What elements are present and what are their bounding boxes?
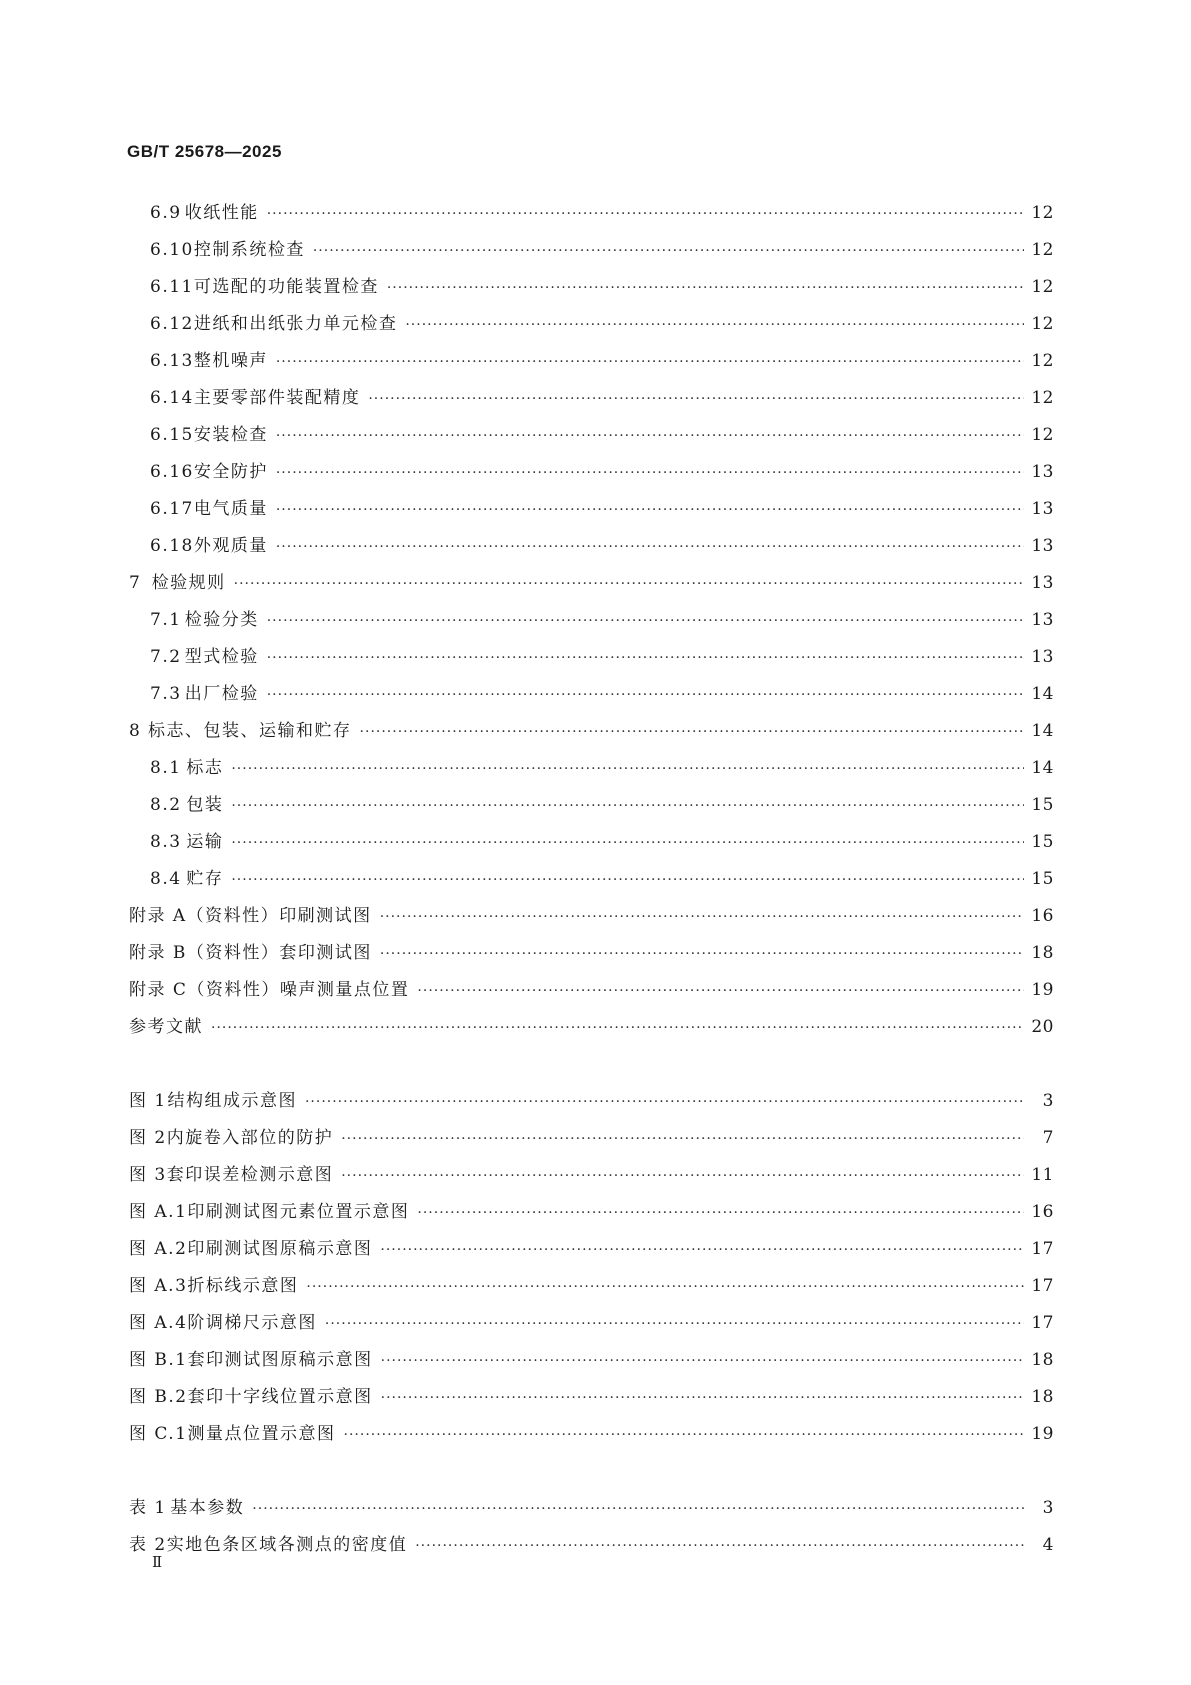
entry-number: 6.11 <box>150 277 194 297</box>
entry-title: 主要零部件装配精度 <box>193 388 361 408</box>
dot-leader <box>252 1501 1024 1517</box>
dot-leader <box>267 687 1024 703</box>
dot-leader <box>325 1316 1024 1332</box>
entry-number: 6.13 <box>150 351 194 371</box>
dot-leader <box>276 428 1024 444</box>
figure-title: 阶调梯尺示意图 <box>187 1313 317 1333</box>
document-code: GB/T 25678—2025 <box>127 142 282 161</box>
entry-title: 检验分类 <box>184 610 259 630</box>
figure-number: 图 C.1 <box>129 1424 188 1444</box>
entry-page: 16 <box>1031 906 1054 926</box>
table-title: 基本参数 <box>170 1498 245 1518</box>
toc-entry[interactable] <box>150 272 1054 298</box>
table-number: 表 1 <box>129 1498 167 1518</box>
entry-page: 15 <box>1031 832 1054 852</box>
page-number: Ⅱ <box>152 1553 163 1571</box>
entry-title: 标志、包装、运输和贮存 <box>148 721 352 741</box>
figure-page: 7 <box>1042 1128 1054 1148</box>
entry-page: 12 <box>1031 203 1054 223</box>
dot-leader <box>381 1353 1024 1369</box>
entry-title: 整机噪声 <box>193 351 268 371</box>
entry-title: 出厂检验 <box>184 684 259 704</box>
dot-leader <box>276 502 1024 518</box>
dot-leader <box>306 1279 1024 1295</box>
figure-entry[interactable] <box>129 1123 1054 1149</box>
figure-title: 测量点位置示意图 <box>187 1424 336 1444</box>
dot-leader <box>231 798 1024 814</box>
figure-number: 图 A.2 <box>129 1239 188 1259</box>
dot-leader <box>267 206 1024 222</box>
dot-leader <box>341 1131 1024 1147</box>
dot-leader <box>405 317 1024 333</box>
figure-entry[interactable] <box>129 1086 1054 1112</box>
dot-leader <box>341 1168 1024 1184</box>
entry-title: 型式检验 <box>184 647 259 667</box>
entry-page: 15 <box>1031 869 1054 889</box>
toc-entry[interactable] <box>150 790 1054 816</box>
entry-number: 8.2 <box>150 795 182 815</box>
dot-leader <box>415 1538 1024 1554</box>
dot-leader <box>344 1427 1024 1443</box>
figure-entry[interactable] <box>129 1345 1054 1371</box>
entry-page: 15 <box>1031 795 1054 815</box>
entry-title: 运输 <box>186 832 224 852</box>
entry-number: 附录 A（资料性） <box>129 906 280 926</box>
figure-page: 17 <box>1031 1239 1054 1259</box>
figure-title: 套印测试图原稿示意图 <box>187 1350 373 1370</box>
figure-title: 套印十字线位置示意图 <box>187 1387 373 1407</box>
entry-page: 13 <box>1031 610 1054 630</box>
dot-leader <box>417 1205 1024 1221</box>
figure-number: 图 B.2 <box>129 1387 188 1407</box>
toc-entry-appendix[interactable] <box>129 975 1054 1001</box>
entry-page: 12 <box>1031 351 1054 371</box>
entry-page: 12 <box>1031 240 1054 260</box>
entry-page: 13 <box>1031 647 1054 667</box>
figure-number: 图 1 <box>129 1091 167 1111</box>
entry-number: 7 <box>129 573 142 593</box>
entry-number: 6.9 <box>150 203 182 223</box>
entry-number: 6.16 <box>150 462 194 482</box>
entry-page: 14 <box>1031 684 1054 704</box>
dot-leader <box>211 1020 1024 1036</box>
dot-leader <box>360 724 1024 740</box>
entry-number: 附录 C（资料性） <box>129 980 280 1000</box>
toc-entry[interactable] <box>150 346 1054 372</box>
dot-leader <box>231 872 1024 888</box>
entry-title: 外观质量 <box>193 536 268 556</box>
toc-entry[interactable] <box>150 198 1054 224</box>
toc-entry-appendix[interactable] <box>129 901 1054 927</box>
figure-title: 印刷测试图原稿示意图 <box>187 1239 373 1259</box>
entry-title: 安全防护 <box>193 462 268 482</box>
entry-title: 套印测试图 <box>279 943 372 963</box>
figure-number: 图 B.1 <box>129 1350 188 1370</box>
entry-page: 13 <box>1031 536 1054 556</box>
dot-leader <box>305 1094 1024 1110</box>
dot-leader <box>276 539 1024 555</box>
entry-page: 20 <box>1031 1017 1054 1037</box>
table-entry[interactable] <box>129 1493 1054 1519</box>
toc-entry[interactable] <box>150 827 1054 853</box>
toc-entry[interactable] <box>150 309 1054 335</box>
toc-entry[interactable] <box>150 494 1054 520</box>
entry-number: 8.4 <box>150 869 182 889</box>
toc-entry[interactable] <box>150 864 1054 890</box>
figure-number: 图 A.4 <box>129 1313 188 1333</box>
figure-number: 图 A.1 <box>129 1202 188 1222</box>
entry-title: 贮存 <box>186 869 224 889</box>
dot-leader <box>313 243 1024 259</box>
entry-page: 12 <box>1031 277 1054 297</box>
figure-page: 3 <box>1042 1091 1054 1111</box>
figure-entry[interactable] <box>129 1308 1054 1334</box>
entry-title: 包装 <box>186 795 224 815</box>
entry-number: 7.1 <box>150 610 182 630</box>
table-page: 3 <box>1042 1498 1054 1518</box>
figure-title: 套印误差检测示意图 <box>166 1165 334 1185</box>
entry-title: 可选配的功能装置检查 <box>193 277 379 297</box>
dot-leader <box>380 1242 1024 1258</box>
toc-entry[interactable] <box>150 420 1054 446</box>
dot-leader <box>276 354 1024 370</box>
entry-page: 13 <box>1031 573 1054 593</box>
toc-entry[interactable] <box>150 679 1054 705</box>
figure-page: 17 <box>1031 1313 1054 1333</box>
entry-page: 13 <box>1031 499 1054 519</box>
entry-page: 13 <box>1031 462 1054 482</box>
toc-entry[interactable] <box>150 642 1054 668</box>
entry-page: 14 <box>1031 758 1054 778</box>
table-entry[interactable] <box>129 1530 1054 1556</box>
figure-entry[interactable] <box>129 1234 1054 1260</box>
dot-leader <box>234 576 1024 592</box>
figure-number: 图 3 <box>129 1165 167 1185</box>
entry-title: 进纸和出纸张力单元检查 <box>193 314 398 334</box>
figure-page: 16 <box>1031 1202 1054 1222</box>
figure-title: 结构组成示意图 <box>167 1091 297 1111</box>
entry-title: 噪声测量点位置 <box>279 980 410 1000</box>
entry-number: 8.1 <box>150 758 182 778</box>
entry-number: 6.15 <box>150 425 194 445</box>
entry-page: 14 <box>1031 721 1054 741</box>
entry-number: 6.17 <box>150 499 194 519</box>
entry-title: 标志 <box>186 758 224 778</box>
entry-title: 参考文献 <box>129 1017 203 1037</box>
entry-number: 6.18 <box>150 536 194 556</box>
toc-entry[interactable] <box>150 531 1054 557</box>
table-number: 表 2 <box>129 1535 167 1555</box>
figure-entry[interactable] <box>129 1160 1054 1186</box>
figure-entry[interactable] <box>129 1419 1054 1445</box>
dot-leader <box>381 1390 1024 1406</box>
table-title: 实地色条区域各测点的密度值 <box>166 1535 408 1555</box>
figure-page: 18 <box>1031 1387 1054 1407</box>
figure-page: 11 <box>1031 1165 1054 1185</box>
figure-page: 18 <box>1031 1350 1054 1370</box>
dot-leader <box>368 391 1024 407</box>
dot-leader <box>276 465 1024 481</box>
entry-number: 6.12 <box>150 314 194 334</box>
entry-number: 8 <box>129 721 142 741</box>
dot-leader <box>267 613 1024 629</box>
entry-number: 8.3 <box>150 832 182 852</box>
dot-leader <box>380 909 1024 925</box>
entry-title: 控制系统检查 <box>193 240 305 260</box>
entry-page: 19 <box>1031 980 1054 1000</box>
figure-title: 印刷测试图元素位置示意图 <box>187 1202 410 1222</box>
figure-title: 折标线示意图 <box>187 1276 299 1296</box>
figure-entry[interactable] <box>129 1197 1054 1223</box>
toc-entry[interactable] <box>150 753 1054 779</box>
dot-leader <box>231 835 1024 851</box>
entry-page: 12 <box>1031 425 1054 445</box>
toc-entry[interactable] <box>150 605 1054 631</box>
toc-entry-appendix[interactable] <box>129 938 1054 964</box>
toc-entry-bibliography[interactable] <box>129 1012 1054 1038</box>
entry-page: 18 <box>1031 943 1054 963</box>
entry-number: 6.10 <box>150 240 194 260</box>
dot-leader <box>387 280 1024 296</box>
figure-page: 17 <box>1031 1276 1054 1296</box>
dot-leader <box>417 983 1024 999</box>
toc-entry[interactable] <box>150 383 1054 409</box>
entry-number: 6.14 <box>150 388 194 408</box>
dot-leader <box>231 761 1024 777</box>
entry-title: 电气质量 <box>193 499 268 519</box>
entry-number: 7.2 <box>150 647 182 667</box>
entry-number: 附录 B（资料性） <box>129 943 280 963</box>
figure-title: 内旋卷入部位的防护 <box>166 1128 334 1148</box>
table-page: 4 <box>1042 1535 1054 1555</box>
dot-leader <box>267 650 1024 666</box>
entry-title: 印刷测试图 <box>279 906 372 926</box>
entry-page: 12 <box>1031 388 1054 408</box>
entry-page: 12 <box>1031 314 1054 334</box>
toc-entry[interactable] <box>150 457 1054 483</box>
toc-entry[interactable] <box>150 235 1054 261</box>
entry-title: 检验规则 <box>151 573 226 593</box>
dot-leader <box>380 946 1024 962</box>
toc-entry[interactable] <box>129 716 1054 742</box>
figure-number: 图 A.3 <box>129 1276 188 1296</box>
figure-entry[interactable] <box>129 1271 1054 1297</box>
entry-title: 安装检查 <box>193 425 268 445</box>
toc-entry[interactable] <box>129 568 1054 594</box>
figure-number: 图 2 <box>129 1128 167 1148</box>
entry-number: 7.3 <box>150 684 182 704</box>
figure-page: 19 <box>1031 1424 1054 1444</box>
entry-title: 收纸性能 <box>184 203 259 223</box>
figure-entry[interactable] <box>129 1382 1054 1408</box>
